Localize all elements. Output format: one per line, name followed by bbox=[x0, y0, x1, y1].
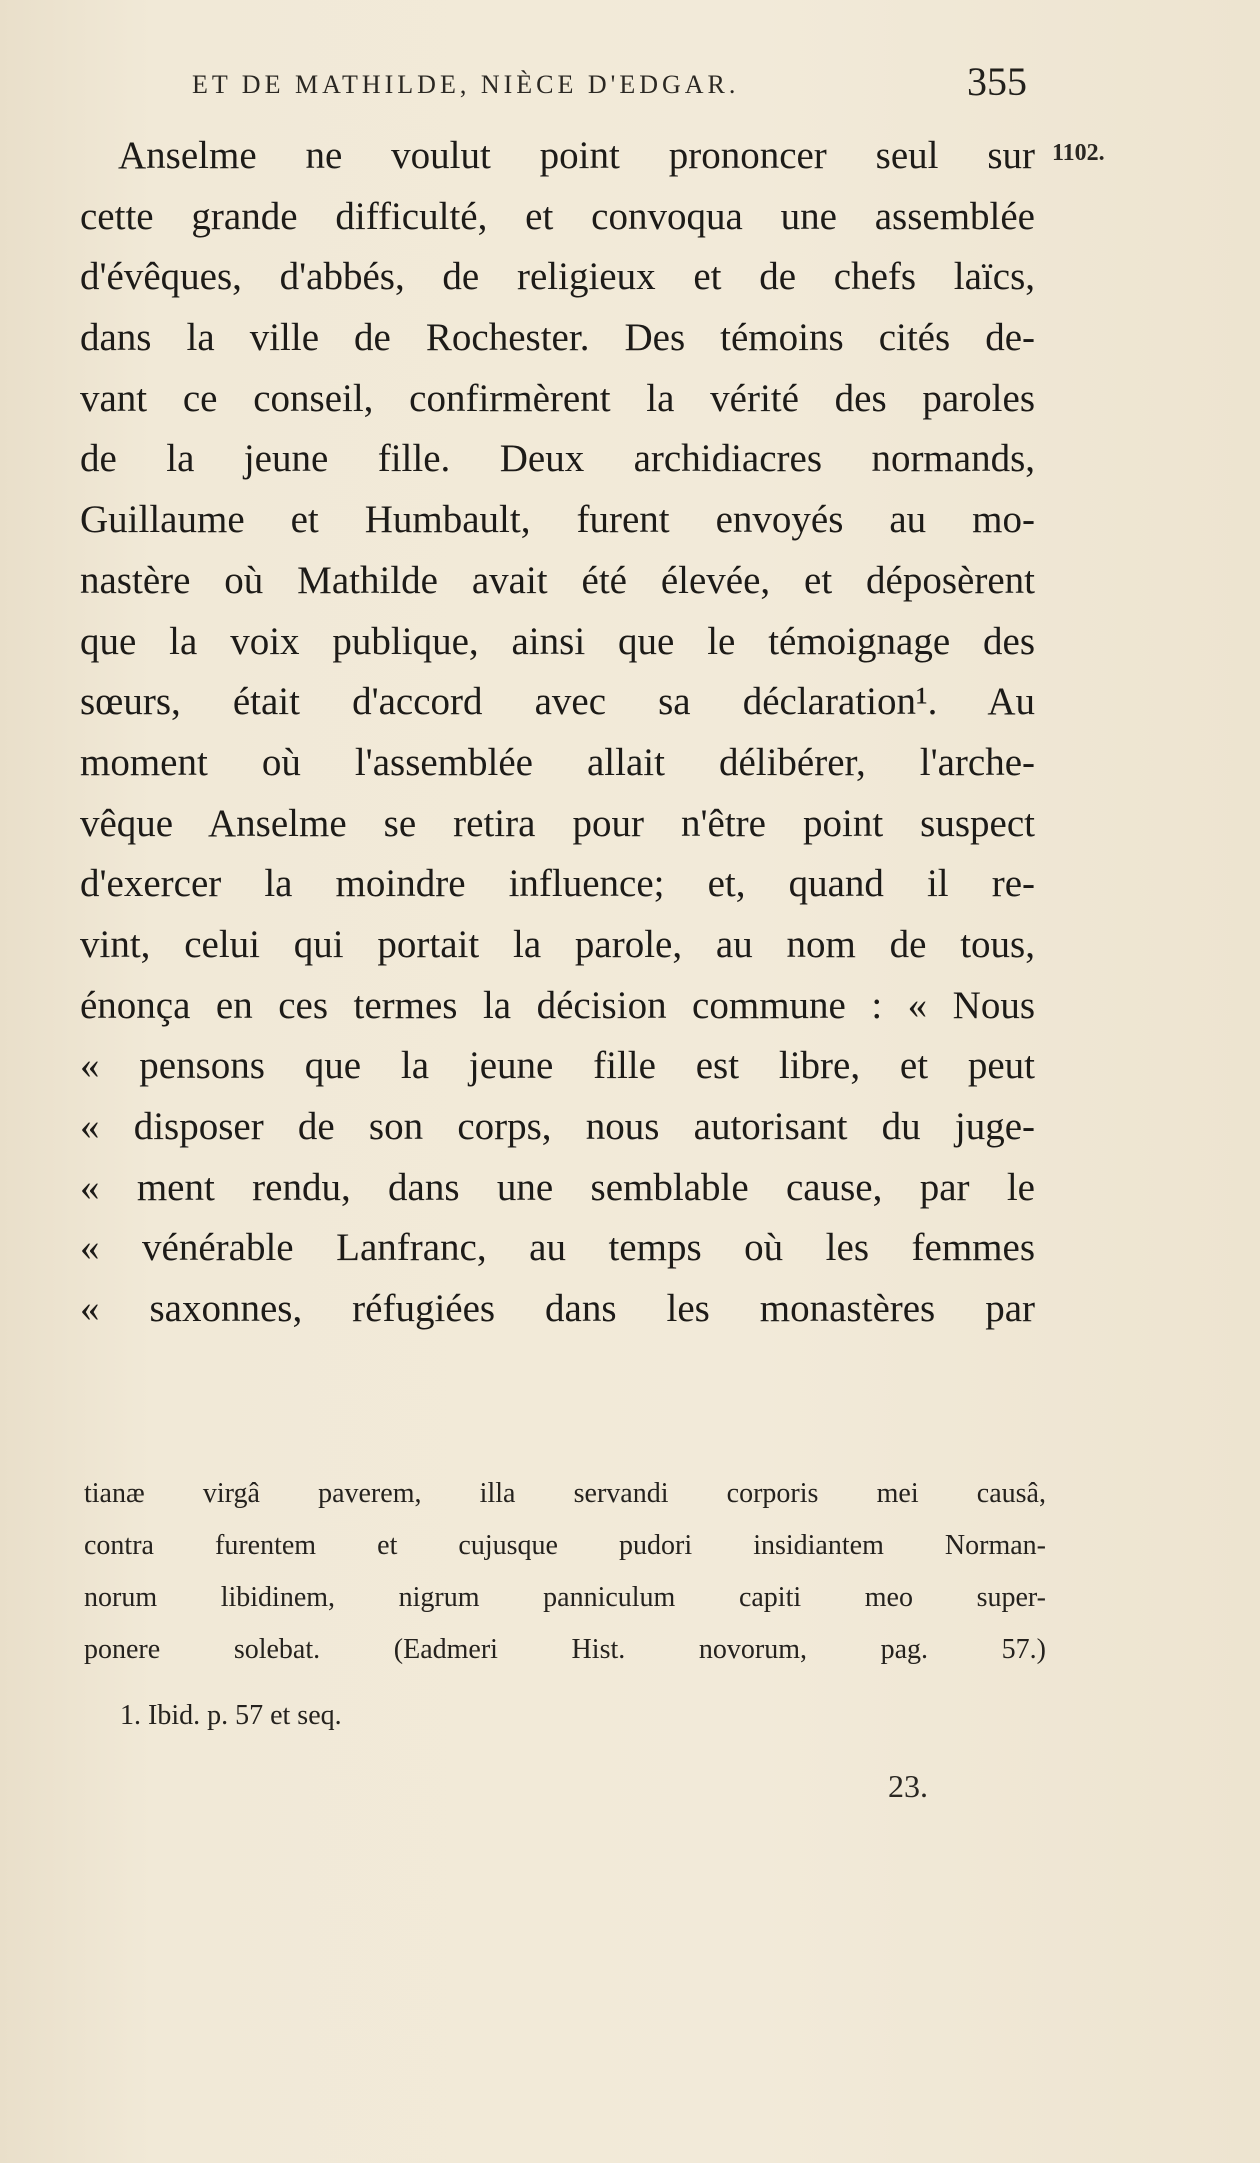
note-line: norum libidinem, nigrum panniculum capiti meo super- bbox=[84, 1582, 1046, 1613]
text-line: de la jeune fille. Deux archidiacres normands, bbox=[80, 437, 1035, 481]
text-line: vant ce conseil, confirmèrent la vérité des paroles bbox=[80, 376, 1035, 420]
text-line: moment où l'assemblée allait délibérer, l'arche- bbox=[80, 740, 1035, 784]
text-line: sœurs, était d'accord avec sa déclaration¹. Au bbox=[80, 680, 1035, 724]
running-title: ET DE MATHILDE, NIÈCE D'EDGAR. bbox=[192, 70, 740, 99]
text-line: nastère où Mathilde avait été élevée, et déposèrent bbox=[80, 558, 1035, 602]
text-line: vint, celui qui portait la parole, au nom de tous, bbox=[80, 922, 1035, 966]
text-line: « disposer de son corps, nous autorisant du juge- bbox=[80, 1105, 1035, 1148]
text-line: Anselme ne voulut point prononcer seul sur bbox=[118, 134, 1035, 177]
text-line: « saxonnes, réfugiées dans les monastères par bbox=[80, 1287, 1035, 1331]
footnote: 1. Ibid. p. 57 et seq. bbox=[120, 1700, 342, 1731]
text-line: d'évêques, d'abbés, de religieux et de chefs laïcs, bbox=[80, 255, 1035, 299]
continued-note bbox=[84, 1468, 1046, 1676]
signature-mark: 23. bbox=[888, 1768, 928, 1804]
note-line: ponere solebat. (Eadmeri Hist. novorum, pag. 57.) bbox=[84, 1634, 1046, 1665]
margin-date: 1102. bbox=[1052, 140, 1105, 166]
text-line: vêque Anselme se retira pour n'être point suspect bbox=[80, 801, 1035, 845]
text-line: énonça en ces termes la décision commune : « Nous bbox=[80, 983, 1035, 1027]
text-line: dans la ville de Rochester. Des témoins cités de- bbox=[80, 316, 1035, 360]
text-line: que la voix publique, ainsi que le témoignage des bbox=[80, 619, 1035, 663]
running-head bbox=[192, 58, 1027, 108]
text-line: d'exercer la moindre influence; et, quand il re- bbox=[80, 862, 1035, 906]
text-line: « vénérable Lanfranc, au temps où les femmes bbox=[80, 1226, 1035, 1270]
text-line: « pensons que la jeune fille est libre, et peut bbox=[80, 1044, 1035, 1088]
text-line: Guillaume et Humbault, furent envoyés au mo- bbox=[80, 498, 1035, 542]
main-text bbox=[80, 126, 1035, 1340]
page-number: 355 bbox=[967, 59, 1027, 104]
note-line: tianæ virgâ paverem, illa servandi corporis mei causâ, bbox=[84, 1478, 1046, 1509]
text-line: « ment rendu, dans une semblable cause, par le bbox=[80, 1165, 1035, 1209]
text-line: cette grande difficulté, et convoqua une assemblée bbox=[80, 194, 1035, 238]
note-line: contra furentem et cujusque pudori insidiantem Norman- bbox=[84, 1530, 1046, 1561]
